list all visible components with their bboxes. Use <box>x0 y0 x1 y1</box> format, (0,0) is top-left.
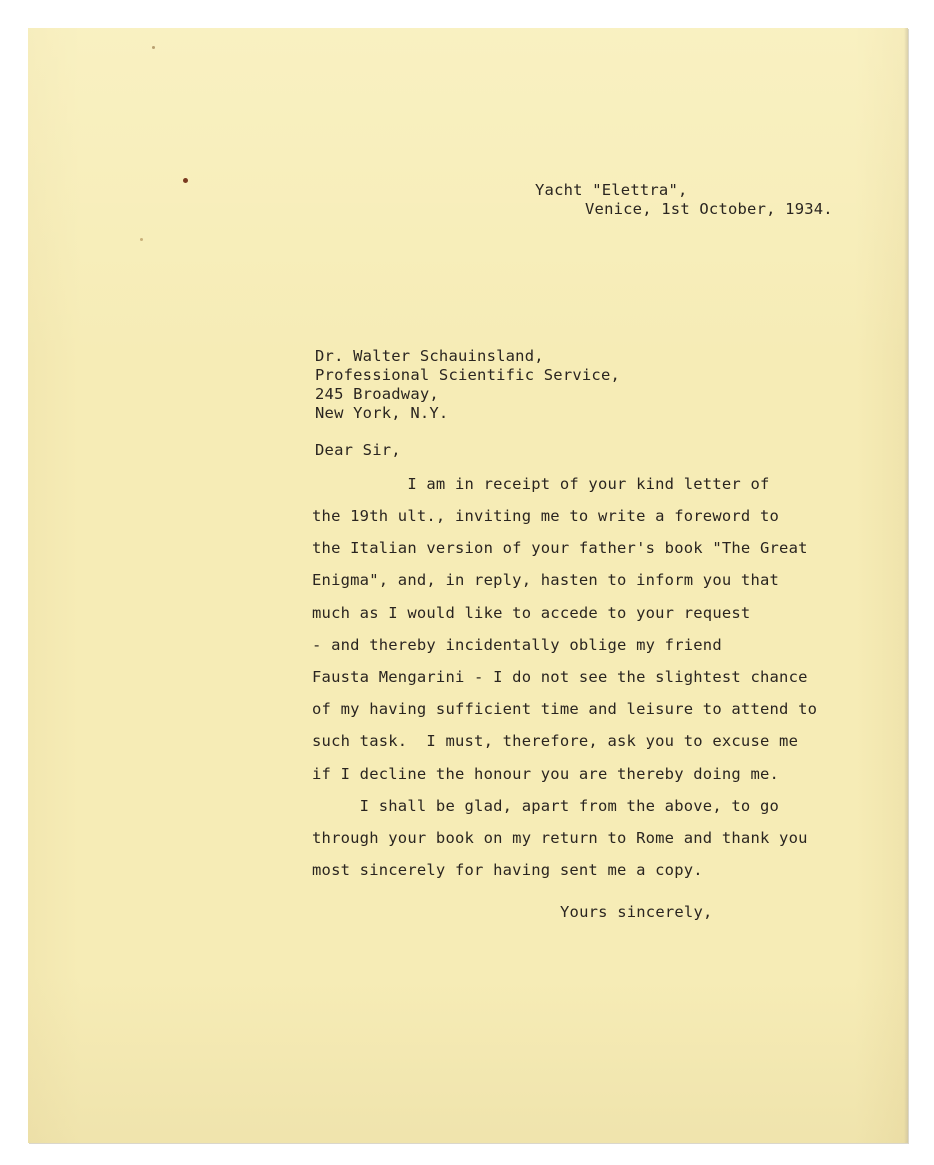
body-line: I am in receipt of your kind letter of <box>312 475 770 493</box>
address-line: 245 Broadway, <box>315 385 439 403</box>
body-line: the Italian version of your father's book "The Great <box>312 539 808 557</box>
body-line: Fausta Mengarini - I do not see the slightest chance <box>312 668 808 686</box>
letter-heading-date: Venice, 1st October, 1934. <box>585 200 833 218</box>
paper-speck-2 <box>152 46 155 49</box>
body-line: if I decline the honour you are thereby doing me. <box>312 765 780 783</box>
body-line: such task. I must, therefore, ask you to excuse me <box>312 732 799 750</box>
letter-heading-vessel: Yacht "Elettra", <box>535 181 688 199</box>
body-line: through your book on my return to Rome and thank you <box>312 829 808 847</box>
body-line: - and thereby incidentally oblige my friend <box>312 636 722 654</box>
body-line: the 19th ult., inviting me to write a foreword to <box>312 507 780 525</box>
paper-speck <box>140 238 143 241</box>
salutation: Dear Sir, <box>315 441 401 459</box>
closing: Yours sincerely, <box>560 903 713 921</box>
body-line: I shall be glad, apart from the above, to go <box>312 797 780 815</box>
body-line: Enigma", and, in reply, hasten to inform you that <box>312 571 780 589</box>
ink-speck <box>183 178 188 183</box>
body-line: of my having sufficient time and leisure to attend to <box>312 700 818 718</box>
body-line: most sincerely for having sent me a copy. <box>312 861 703 879</box>
paper-edge-shadow <box>904 28 908 1143</box>
address-line: New York, N.Y. <box>315 404 449 422</box>
address-line: Professional Scientific Service, <box>315 366 621 384</box>
body-line: much as I would like to accede to your request <box>312 604 751 622</box>
address-line: Dr. Walter Schauinsland, <box>315 347 544 365</box>
